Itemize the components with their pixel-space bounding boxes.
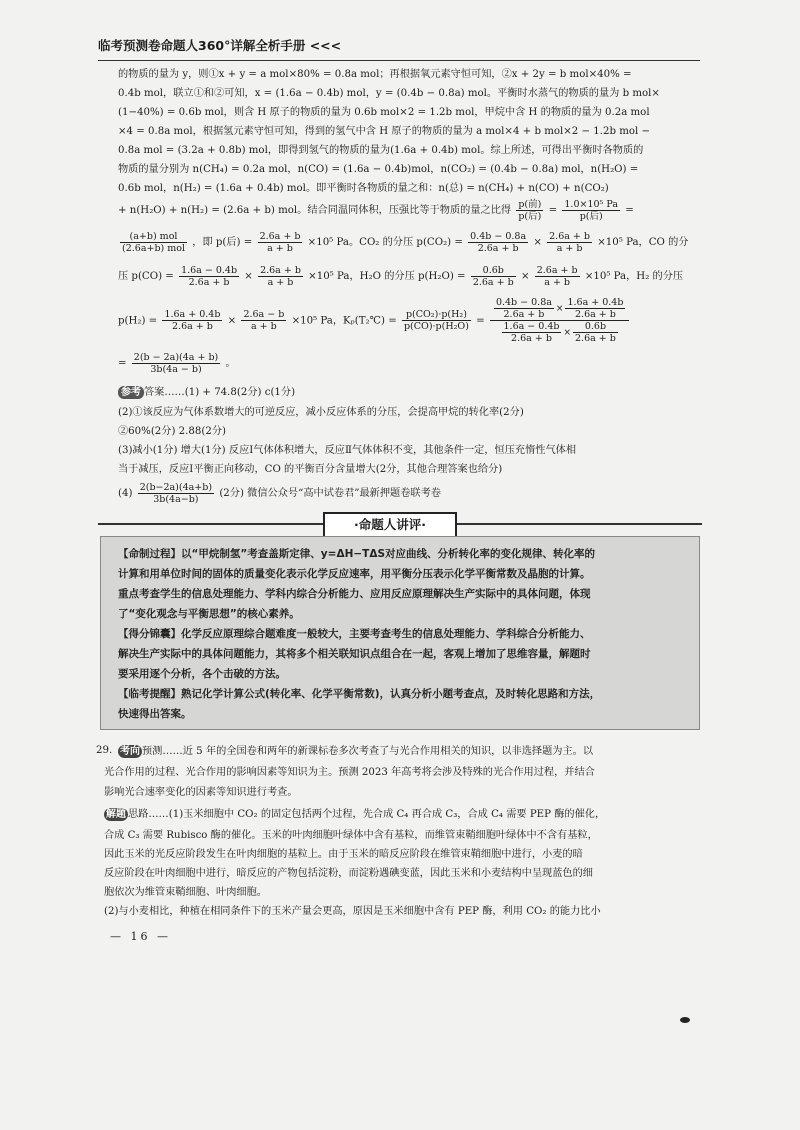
text-line: 0.4b mol，联立①和②可知，x = (1.6a − 0.4b) mol，y = (0.4b − 0.8a) mol。平衡时水蒸气的物质的量为 b mol× (118, 88, 660, 99)
fraction: $\frac{1.6a - 0.4b}{2.6a + b}$ (181, 264, 238, 288)
text-line: 物质的量分别为 n(CH₄) = 0.2a mol，n(CO) = (1.6a − 0.4b)mol，n(CO₂) = (0.4b − 0.8a) mol，n(H₂O) = (118, 164, 639, 175)
fraction: $\frac{0.4b - 0.8a}{2.6a + b}$ (470, 230, 527, 254)
ink-spot (680, 1017, 690, 1023)
running-header: 临考预测卷命题人360°详解全析手册 <<< (98, 38, 342, 53)
answer-line: (3)减小(1分) 增大(1分) 反应Ⅰ气体体积增大，反应Ⅱ气体体积不变，其他条件一定，恒压充惰性气体相 (118, 445, 577, 456)
equation-line: p(H₂) = $\frac{1.6a + 0.4b}{2.6a + b}$ × $\frac{2.6a - b}{a + b}$ ×10⁵ Pa，Kₚ(T₂℃) = $\frac{\text{p(CO₂)·p(H₂)}}{\text{p(CO)·p(H₂O)}}$ = $\frac{0.4b - 0.8a}{2.6a + b}$ × $\frac{1.6a + 0.4b}{2.6a + b}$ $\frac{1.6a - 0.4b}{2.6a + b}$ × $\frac{0.6b}{2.6a + b}$ (118, 297, 700, 345)
fraction: $\frac{2.6a + b}{a + b}$ (549, 230, 590, 254)
solution-line: 合成 C₃ 需要 Rubisco 酶的催化。玉米的叶肉细胞叶绿体中含有基粒，而维管束鞘细胞叶绿体中不含有基粒， (104, 830, 598, 841)
answer-line: 当于减压，反应Ⅰ平衡正向移动，CO 的平衡百分含量增大(2分，其他合理答案也给分) (118, 464, 503, 475)
text-line: 0.8a mol = (3.2a + 0.8b) mol，即得到氢气的物质的量为(1.6a + 0.4b) mol。综上所述，可得出平衡时各物质的 (118, 145, 644, 156)
commentary-title: ·命题人讲评· (323, 512, 457, 538)
text-line: (1−40%) = 0.6b mol，则含 H 原子的物质的量为 0.6b mol×2 = 1.2b mol，甲烷中含 H 的物质的量为 0.2a mol (118, 107, 650, 118)
commentary-line: 解决生产实际中的具体问题能力，其将多个相关联知识点组合在一起，客观上增加了思维容量，解题时 (118, 648, 591, 660)
prediction-line: 光合作用的过程、光合作用的影响因素等知识为主。预测 2023 年高考将会涉及特殊的光合作用过程，并结合 (104, 767, 595, 778)
compound-fraction: $\frac{0.4b - 0.8a}{2.6a + b}$ × $\frac{1.6a + 0.4b}{2.6a + b}$ $\frac{1.6a - 0.4b}{2.6a + b}$ × $\frac{0.6b}{2.6a + b}$ (490, 297, 629, 344)
commentary-line: 计算和用单位时间的固体的质量变化表示化学反应速率，用平衡分压表示化学平衡常数及晶胞的计算。 (118, 568, 591, 580)
fraction: $\frac{1.6a + 0.4b}{2.6a + b}$ (164, 309, 221, 332)
solution-line: 解题 思路……(1)玉米细胞中 CO₂ 的固定包括两个过程，先合成 C₄ 再合成 C₃，合成 C₄ 需要 PEP 酶的催化， (106, 809, 606, 820)
equation-line: $\frac{\text{(a+b) mol}}{\text{(2.6a+b) mol}}$ ，即 p(后) = $\frac{2.6a + b}{a + b}$ ×10⁵ Pa。CO₂ 的分压 p(CO₂) = $\frac{0.4b - 0.8a}{2.6a + b}$ × $\frac{2.6a + b}{a + b}$ ×10⁵ Pa，CO 的分 (122, 230, 689, 254)
header-rule (98, 60, 700, 61)
answer-line: 参考 答案……(1) + 74.8(2分) c(1分) (118, 386, 700, 399)
answer-line: ②60%(2分) 2.88(2分) (118, 426, 226, 437)
page-number: — 16 — (110, 930, 171, 943)
commentary-line: 要采用逐个分析，各个击破的方法。 (118, 668, 286, 680)
equation-line: 压 p(CO) = $\frac{1.6a - 0.4b}{2.6a + b}$ × $\frac{2.6a + b}{a + b}$ ×10⁵ Pa，H₂O 的分压 p(H₂O) = $\frac{0.6b}{2.6a + b}$ × $\frac{2.6a + b}{a + b}$ ×10⁵ Pa，H₂ 的分压 (118, 264, 684, 288)
answer-line: (2)①该反应为气体系数增大的可逆反应，减小反应体系的分压，会提高甲烷的转化率(2分) (118, 407, 524, 418)
text-line: 0.6b mol，n(H₂) = (1.6a + 0.4b) mol。即平衡时各物质的量之和：n(总) = n(CH₄) + n(CO) + n(CO₂) (118, 183, 609, 194)
fraction: $\frac{\text{p(前)}}{\text{p(后)}}$ (518, 198, 542, 222)
commentary-line: 【得分锦囊】化学反应原理综合题难度一般较大，主要考查考生的信息处理能力、学科综合分析能力、 (118, 628, 591, 640)
solution-line: 胞依次为维管束鞘细胞、叶肉细胞。 (104, 887, 267, 898)
fraction: $\frac{0.6b}{2.6a + b}$ (472, 264, 514, 288)
equation-line: + n(H₂O) + n(H₂) = (2.6a + b) mol。结合同温同体积，压强比等于物质的量之比得 $\frac{\text{p(前)}}{\text{p(后)}}$ = $\frac{\text{1.0×10⁵ Pa}}{\text{p(后)}}$ = (118, 198, 634, 222)
commentary-title-bar (98, 512, 702, 536)
fraction: $\frac{\text{(a+b) mol}}{\text{(2.6a+b) mol}}$ (122, 230, 186, 254)
fraction: $\frac{2.6a + b}{a + b}$ (259, 230, 301, 254)
question-number: 29. (96, 745, 113, 756)
solution-line: (2)与小麦相比，种植在相同条件下的玉米产量会更高，原因是玉米细胞中含有 PEP 酶，利用 CO₂ 的能力比小 (104, 906, 601, 917)
fraction: $\frac{\text{p(CO₂)·p(H₂)}}{\text{p(CO)·p(H₂O)}}$ (403, 309, 469, 332)
solution-tag: 解题 (106, 809, 126, 820)
commentary-line: 【命制过程】以“甲烷制氢”考查盖斯定律、y=ΔH−TΔS对应曲线、分析转化率的变化规律、转化率的 (118, 548, 596, 560)
prediction-line: 影响光合速率变化的因素等知识进行考查。 (104, 787, 298, 798)
fraction: $\frac{2(b - 2a)(4a + b)}{3b(4a - b)}$ (133, 351, 219, 375)
fraction: $\frac{2.6a + b}{a + b}$ (260, 264, 301, 288)
text-line: ×4 = 0.8a mol，根据氢元素守恒可知，得到的氢气中含 H 原子的物质的量为 a mol×4 + b mol×2 − 1.2b mol − (118, 126, 651, 137)
text-segment: + n(H₂O) + n(H₂) = (2.6a + b) mol。结合同温同体积，压强比等于物质的量之比得 (118, 205, 512, 216)
prediction-tag: 考向 (120, 746, 140, 757)
commentary-line: 快速得出答案。 (118, 708, 192, 720)
answer-line: (4) $\frac{2(b-2a)(4a+b)}{3b(4a-b)}$ (2分) 微信公众号“高中试卷君”最新押题卷联考卷 (118, 481, 441, 505)
answer-tag: 参考 (118, 386, 144, 399)
fraction: $\frac{2.6a - b}{a + b}$ (243, 309, 285, 332)
solution-line: 因此玉米的光反应阶段发生在叶肉细胞的基粒上。由于玉米的暗反应阶段在维管束鞘细胞中进行，小麦的暗 (104, 849, 583, 860)
solution-line: 反应阶段在叶肉细胞中进行，暗反应的产物包括淀粉，而淀粉遇碘变蓝，因此玉米和小麦结构中呈现蓝色的细 (104, 868, 593, 879)
prediction-line: 考向 预测……近 5 年的全国卷和两年的新课标卷多次考查了与光合作用相关的知识，以非选择题为主。以 (120, 746, 594, 757)
fraction: $\frac{2.6a + b}{a + b}$ (536, 264, 578, 288)
equation-line: = $\frac{2(b - 2a)(4a + b)}{3b(4a - b)}$ 。 (118, 351, 236, 375)
fraction: $\frac{\text{1.0×10⁵ Pa}}{\text{p(后)}}$ (564, 198, 618, 222)
fraction: $\frac{2(b-2a)(4a+b)}{3b(4a-b)}$ (139, 481, 213, 505)
commentary-line: 了“变化观念与平衡思想”的核心素养。 (118, 608, 300, 620)
text-line: 的物质的量为 y，则①x + y = a mol×80% = 0.8a mol；再根据氧元素守恒可知，②x + 2y = b mol×40% = (118, 69, 632, 80)
commentary-line: 重点考查学生的信息处理能力、学科内综合分析能力、应用反应原理解决生产实际中的具体问题，体现 (118, 588, 591, 600)
commentary-line: 【临考提醒】熟记化学计算公式(转化率、化学平衡常数)，认真分析小题考查点，及时转化思路和方法， (118, 688, 601, 700)
